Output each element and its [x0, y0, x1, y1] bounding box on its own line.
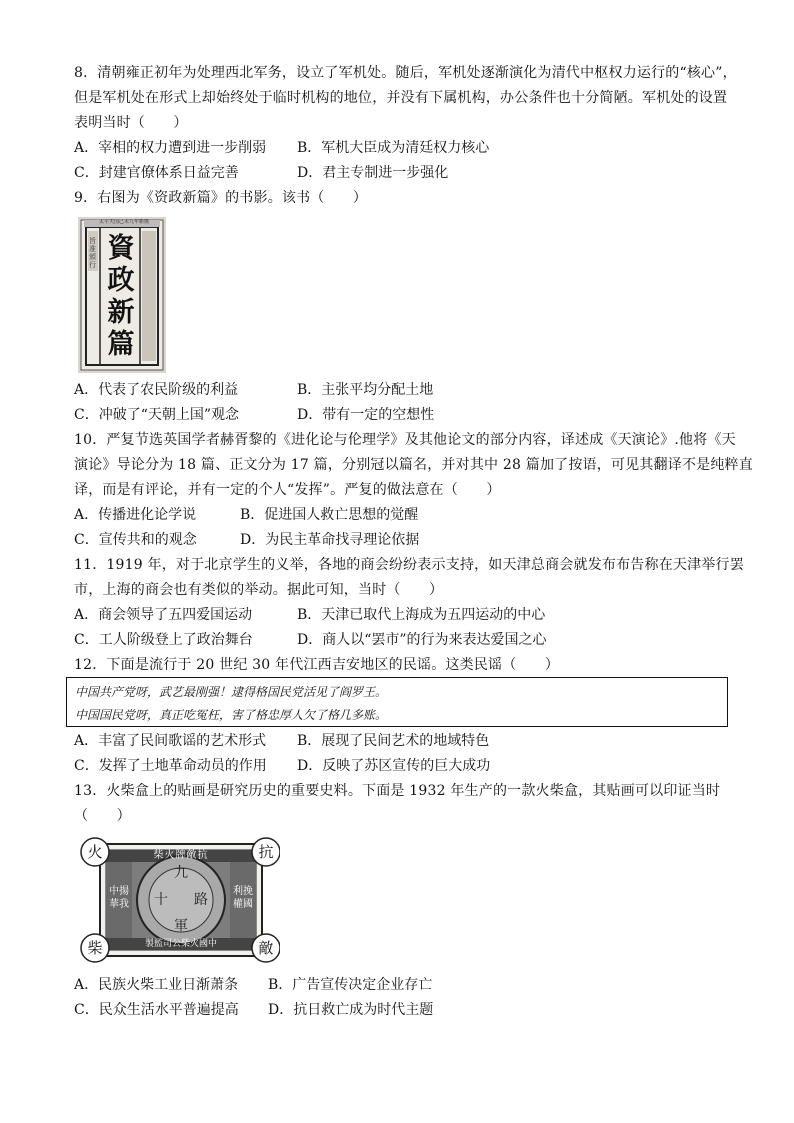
q9-option-b: B．主张平均分配土地	[297, 382, 434, 398]
q10-stem-line-2: 演论》导论分为 18 篇、正文分为 17 篇，分别冠以篇名，并对其中 28 篇加了按语，可见其翻译不是纯粹直	[74, 457, 753, 473]
q11-option-a: A．商会领导了五四爱国运动	[74, 607, 253, 623]
q8-stem-line-3: 表明当时（ ）	[74, 115, 188, 131]
q9-stem: 9．右图为《资政新篇》的书影。该书（ ）	[74, 190, 368, 206]
center-top: 九	[174, 865, 188, 881]
q8-option-d: D．君主专制进一步强化	[297, 165, 449, 181]
q11-stem-line-2: 市，上海的商会也有类似的举动。据此可知，当时（ ）	[74, 582, 444, 598]
q10-option-b: B．促进国人救亡思想的觉醒	[240, 507, 419, 523]
label-left-text-2: 華我	[109, 899, 129, 910]
q11-stem-line-1: 11．1919 年，对于北京学生的义举，各地的商会纷纷表示支持，如天津总商会就发布布告称在天津举行罢	[74, 557, 744, 573]
q10-stem-line-1: 10．严复节选英国学者赫胥黎的《进化论与伦理学》及其他论文的部分内容，译述成《天演论》.他将《天	[74, 432, 736, 448]
label-left-text-1: 中揚	[109, 886, 129, 897]
q12-option-a: A．丰富了民间歌谣的艺术形式	[74, 733, 267, 749]
q9-option-c: C．冲破了“天朝上国”观念	[74, 407, 240, 423]
q13-stem-line-1: 13．火柴盒上的贴画是研究历史的重要史料。下面是 1932 年生产的一款火柴盒，其贴画可以印证当时	[74, 783, 721, 799]
q12-option-c: C．发挥了土地革命动员的作用	[74, 758, 267, 774]
q12-ballad-line-2: 中国国民党呀，真正吃冤枉，害了格忠厚人欠了格几多账。	[75, 708, 388, 722]
corner-kang: 抗	[258, 843, 274, 861]
q13-stem-line-2: （ ）	[74, 808, 131, 824]
q9-option-d: D．带有一定的空想性	[297, 407, 435, 423]
q8-option-c: C．封建官僚体系日益完善	[74, 165, 239, 181]
label-right-text-2: 權國	[233, 899, 253, 910]
q13-option-c: C．民众生活水平普遍提高	[74, 1002, 239, 1018]
q10-option-c: C．宣传共和的观念	[74, 532, 197, 548]
label-top-text: 柴火牌敵抗	[153, 850, 209, 861]
q8-stem-line-2: 但是军机处在形式上却始终处于临时机构的地位，并没有下属机构，办公条件也十分简陋。军机处的设置	[74, 90, 728, 106]
corner-huo: 火	[87, 843, 103, 861]
q13-option-a: A．民族火柴工业日渐萧条	[74, 977, 239, 993]
q9-option-a: A．代表了农民阶级的利益	[74, 382, 239, 398]
book-title: 資政新篇	[107, 233, 135, 360]
q12-option-d: D．反映了苏区宣传的巨大成功	[297, 758, 491, 774]
matchbox-label	[80, 836, 280, 966]
q8-stem-line-1: 8．清朝雍正初年为处理西北军务，设立了军机处。随后，军机处逐渐演化为清代中枢权力运行的“核心”，	[74, 65, 737, 81]
book-side-text: 旨准頒行	[89, 237, 96, 269]
corner-chai: 柴	[87, 939, 103, 957]
center-bottom: 軍	[174, 918, 188, 934]
q11-option-d: D．商人以“罢市”的行为来表达爱国之心	[297, 632, 547, 648]
center-mid-right: 路	[194, 892, 208, 908]
q10-stem-line-3: 译，而是有评论，并有一定的个人“发挥”。严复的做法意在（ ）	[74, 482, 501, 498]
q11-option-c: C．工人阶级登上了政治舞台	[74, 632, 253, 648]
center-mid-left: 十	[154, 892, 168, 908]
zizheng-xinpian-book-cover	[78, 217, 166, 373]
q8-option-b: B．军机大臣成为清廷权力核心	[297, 140, 490, 156]
label-right-text-1: 利挽	[233, 886, 253, 897]
book-top-text: 太平天国己未九年新镌	[98, 219, 149, 225]
q12-stem: 12．下面是流行于 20 世纪 30 年代江西吉安地区的民谣。这类民谣（ ）	[74, 657, 560, 673]
corner-di: 敵	[258, 939, 274, 957]
q13-option-b: B．广告宣传决定企业存亡	[268, 977, 433, 993]
q10-option-d: D．为民主革命找寻理论依据	[240, 532, 420, 548]
q12-option-b: B．展现了民间艺术的地域特色	[297, 733, 490, 749]
q12-ballad-line-1: 中国共产党呀，武艺最刚强！逮得格国民党活见了阎罗王。	[75, 685, 388, 699]
q10-option-a: A．传播进化论学说	[74, 507, 197, 523]
q11-option-b: B．天津已取代上海成为五四运动的中心	[297, 607, 546, 623]
label-bottom-text: 製監司公柴火國中	[144, 939, 217, 949]
q12-ballad-box	[66, 677, 728, 727]
q8-option-a: A．宰相的权力遭到进一步削弱	[74, 140, 267, 156]
q13-option-d: D．抗日救亡成为时代主题	[268, 1002, 434, 1018]
